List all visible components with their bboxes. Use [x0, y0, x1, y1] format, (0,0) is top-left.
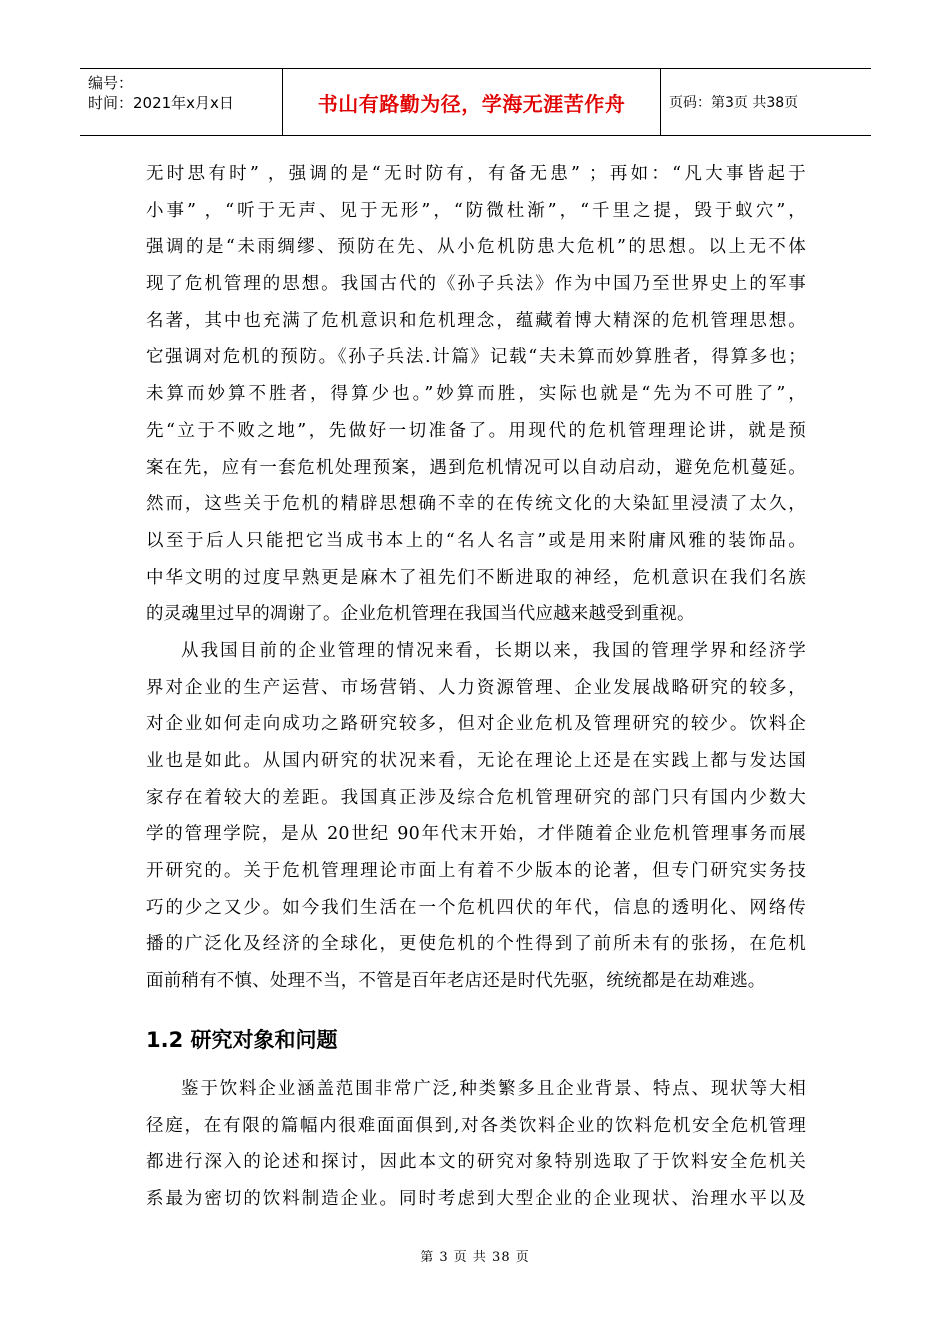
- text-line: 先“立于不败之地”，先做好一切准备了。用现代的危机管理理论讲，就是预: [146, 420, 806, 441]
- text-line: 鉴于饮料企业涵盖范围非常广泛,种类繁多且企业背景、特点、现状等大相: [181, 1079, 806, 1099]
- text-line: 面前稍有不慎、处理不当，不管是百年老店还是时代先驱，统统都是在劫难逃。: [146, 971, 766, 992]
- text-line: 名著，其中也充满了危机意识和危机理念，蕴藏着博大精深的危机管理思想。: [146, 310, 806, 331]
- header-page-info: 页码：第3页 共38页: [669, 95, 799, 111]
- text-line: 开研究的。关于危机管理理论市面上有着不少版本的论著，但专门研究实务技: [146, 861, 806, 882]
- text-line: 对企业如何走向成功之路研究较多，但对企业危机及管理研究的较少。饮料企: [146, 714, 806, 735]
- text-line: 从我国目前的企业管理的情况来看，长期以来，我国的管理学界和经济学: [181, 640, 806, 661]
- body-text-top: [146, 156, 806, 1000]
- text-line: 它强调对危机的预防。《孙子兵法.计篇》记载“夫未算而妙算胜者，得算多也；: [146, 347, 806, 368]
- text-line: 学的管理学院，是从 20世纪 90年代末开始，才伴随着企业危机管理事务而展: [146, 824, 806, 845]
- text-line: 界对企业的生产运营、市场营销、人力资源管理、企业发展战略研究的较多，: [146, 677, 806, 698]
- page-header: [80, 68, 871, 136]
- text-line: 以至于后人只能把它当成书本上的“名人名言”或是用来附庸风雅的装饰品。: [146, 530, 806, 551]
- text-line: 家存在着较大的差距。我国真正涉及综合危机管理研究的部门只有国内少数大: [146, 787, 806, 808]
- text-line: 强调的是“未雨绸缪、预防在先、从小危机防患大危机”的思想。以上无不体: [146, 237, 806, 258]
- text-line: 系最为密切的饮料制造企业。同时考虑到大型企业的企业现状、治理水平以及: [146, 1189, 806, 1210]
- header-motto-cell: [283, 69, 661, 135]
- text-line: 播的广泛化及经济的全球化，更使危机的个性得到了前所未有的张扬，在危机: [146, 934, 806, 955]
- text-line: 案在先，应有一套危机处理预案，遇到危机情况可以自动启动，避免危机蔓延。: [146, 457, 806, 478]
- page-footer: 第 3 页 共 38 页: [420, 1250, 530, 1265]
- text-line: 都进行深入的论述和探讨，因此本文的研究对象特别选取了于饮料安全危机关: [146, 1152, 806, 1173]
- document-date-label: 时间：2021年x月x日: [88, 94, 234, 112]
- text-line: 中华文明的过度早熟更是麻木了祖先们不断进取的神经，危机意识在我们名族: [146, 567, 806, 588]
- text-line: 业也是如此。从国内研究的状况来看，无论在理论上还是在实践上都与发达国: [146, 751, 806, 771]
- text-line: 未算而妙算不胜者，得算少也。”妙算而胜，实际也就是“先为不可胜了”，: [146, 384, 806, 405]
- document-number-label: 编号：: [88, 74, 134, 92]
- body-text-bottom: [146, 1071, 806, 1218]
- header-meta: [80, 69, 283, 135]
- text-line: 小事” ，“听于无声、见于无形”，“防微杜渐”，“千里之提，毁于蚁穴”，: [146, 200, 806, 221]
- header-motto: 书山有路勤为径，学海无涯苦作舟: [317, 91, 626, 116]
- text-line: 现了危机管理的思想。我国古代的《孙子兵法》作为中国乃至世界史上的军事: [146, 274, 806, 295]
- text-line: 无时思有时” ，强调的是“无时防有，有备无患” ；再如：“凡大事皆起于: [146, 164, 806, 184]
- section-heading: 1.2 研究对象和问题: [146, 1028, 338, 1052]
- text-line: 然而，这些关于危机的精辟思想确不幸的在传统文化的大染缸里浸渍了太久，: [146, 494, 806, 515]
- text-line: 巧的少之又少。如今我们生活在一个危机四伏的年代，信息的透明化、网络传: [146, 897, 806, 918]
- text-line: 径庭，在有限的篇幅内很难面面俱到,对各类饮料企业的饮料危机安全危机管理: [146, 1115, 806, 1136]
- text-line: 的灵魂里过早的凋谢了。企业危机管理在我国当代应越来越受到重视。: [146, 604, 695, 625]
